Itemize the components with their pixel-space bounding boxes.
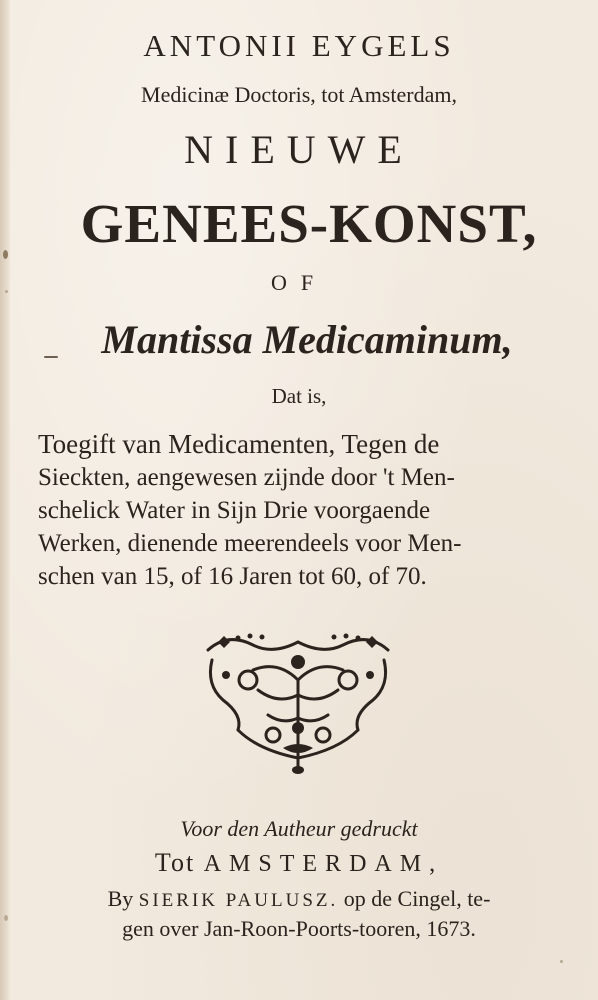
imprint-address: gen over Jan-Roon-Poorts-tooren, 1673. bbox=[122, 916, 476, 941]
description-line: schelick Water in Sijn Drie voorgaende bbox=[38, 497, 431, 524]
title-line-2: GENEES-KONST, bbox=[80, 193, 538, 254]
imprint-city-name: AMSTERDAM, bbox=[203, 851, 444, 877]
dat-is: Dat is, bbox=[271, 384, 327, 408]
floral-vignette-icon bbox=[198, 630, 398, 780]
description-line: Sieckten, aengewesen zijnde door 't Men- bbox=[38, 464, 455, 491]
imprint-printer-prefix: By bbox=[107, 886, 134, 911]
description-line: Werken, dienende meerendeels voor Men- bbox=[38, 530, 462, 557]
latin-title: Mantissa Medicaminum, bbox=[101, 317, 513, 362]
imprint-printer-name: SIERIK PAULUSZ. bbox=[138, 890, 339, 911]
imprint-city bbox=[0, 848, 598, 878]
imprint-printed-for: Voor den Autheur gedruckt bbox=[180, 816, 418, 841]
title-line-1: NIEUWE bbox=[184, 127, 414, 172]
imprint-city-prefix: Tot bbox=[154, 848, 196, 877]
title-connector: OF bbox=[270, 270, 328, 295]
imprint-printer bbox=[0, 886, 598, 912]
description-line: schen van 15, of 16 Jaren tot 60, of 70. bbox=[38, 563, 427, 590]
author-name: ANTONII EYGELS bbox=[143, 28, 455, 63]
description-block bbox=[38, 428, 568, 593]
description-line: Toegift van Medicamenten, Tegen de bbox=[38, 429, 440, 459]
imprint-printer-location: op de Cingel, te- bbox=[343, 886, 491, 911]
author-degree: Medicinæ Doctoris, tot Amsterdam, bbox=[141, 82, 457, 107]
